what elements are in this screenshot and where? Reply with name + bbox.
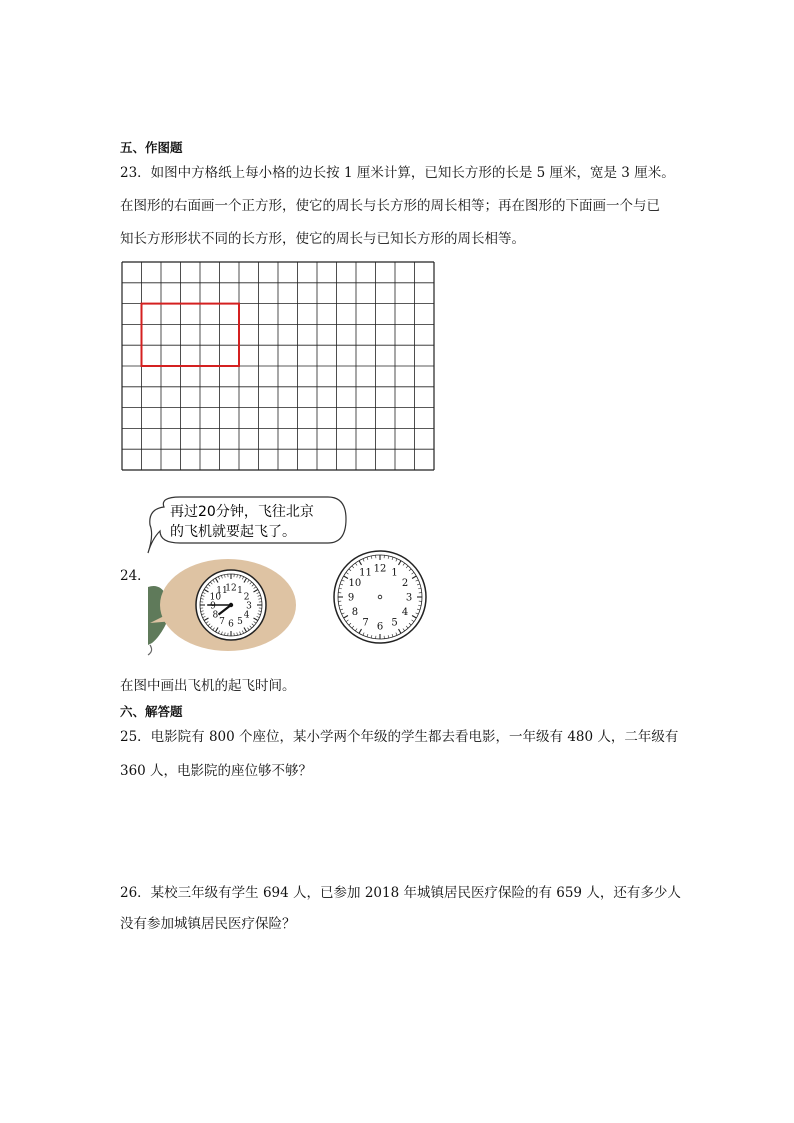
clock-number: 8 <box>351 607 359 618</box>
clock-number: 2 <box>243 592 250 603</box>
answer-clock-face[interactable] <box>334 551 426 643</box>
clock-number: 11 <box>359 567 372 579</box>
clock-number: 8 <box>212 610 219 621</box>
clock-number: 7 <box>219 617 225 628</box>
given-rectangle <box>142 304 240 366</box>
question-24-instruction: 在图中画出飞机的起飞时间。 <box>120 678 296 694</box>
question-25-line-2: 360 人，电影院的座位够不够？ <box>120 763 313 779</box>
clock-number: 10 <box>348 578 362 589</box>
clock-number: 6 <box>376 621 384 633</box>
clock-number: 12 <box>225 583 237 594</box>
grid-paper[interactable] <box>122 262 434 470</box>
clock-number: 6 <box>228 619 234 630</box>
question-24-number: 24． <box>120 568 151 584</box>
character-hand <box>148 645 152 655</box>
clock-number: 5 <box>391 617 398 629</box>
question-25-line-1: 25．电影院有 800 个座位，某小学两个年级的学生都去看电影，一年级有 480 人，二年级有 <box>120 729 679 745</box>
clock-number: 1 <box>237 585 243 596</box>
question-26-line-1: 26．某校三年级有学生 694 人，已参加 2018 年城镇居民医疗保险的有 659 人，还有多少人 <box>120 885 681 901</box>
current-time-clock <box>196 570 266 640</box>
clock-number: 9 <box>347 592 355 604</box>
section-heading-drawing: 五、作图题 <box>120 140 183 155</box>
clock-number: 1 <box>391 567 398 579</box>
clock-number: 4 <box>401 607 409 618</box>
clock-number: 3 <box>246 601 252 612</box>
clock-number: 5 <box>237 617 243 628</box>
clock-number: 12 <box>373 563 387 575</box>
question-23-line-2: 在图形的右面画一个正方形，使它的周长与长方形的周长相等；再在图形的下面画一个与已 <box>120 198 660 214</box>
clock-number: 10 <box>209 592 222 603</box>
clock-number: 3 <box>405 592 413 604</box>
clock-number: 4 <box>243 610 250 621</box>
section-heading-word-problems: 六、解答题 <box>120 704 183 719</box>
speech-bubble-line-1: 再过20分钟，飞往北京 <box>170 504 314 520</box>
clock-number: 7 <box>362 617 369 629</box>
clock-number: 2 <box>401 578 409 589</box>
question-23-line-1: 23．如图中方格纸上每小格的边长按 1 厘米计算，已知长方形的长是 5 厘米，宽是 3 厘米。 <box>120 165 675 181</box>
speech-bubble-line-2: 的飞机就要起飞了。 <box>170 524 296 540</box>
clock-number: 11 <box>216 585 228 596</box>
clock-center-pin <box>378 595 382 599</box>
clock-number: 9 <box>210 601 216 612</box>
question-24-figure <box>140 495 460 655</box>
question-26-line-2: 没有参加城镇居民医疗保险？ <box>120 916 296 932</box>
question-23-line-3: 知长方形形状不同的长方形，使它的周长与已知长方形的周长相等。 <box>120 231 525 247</box>
